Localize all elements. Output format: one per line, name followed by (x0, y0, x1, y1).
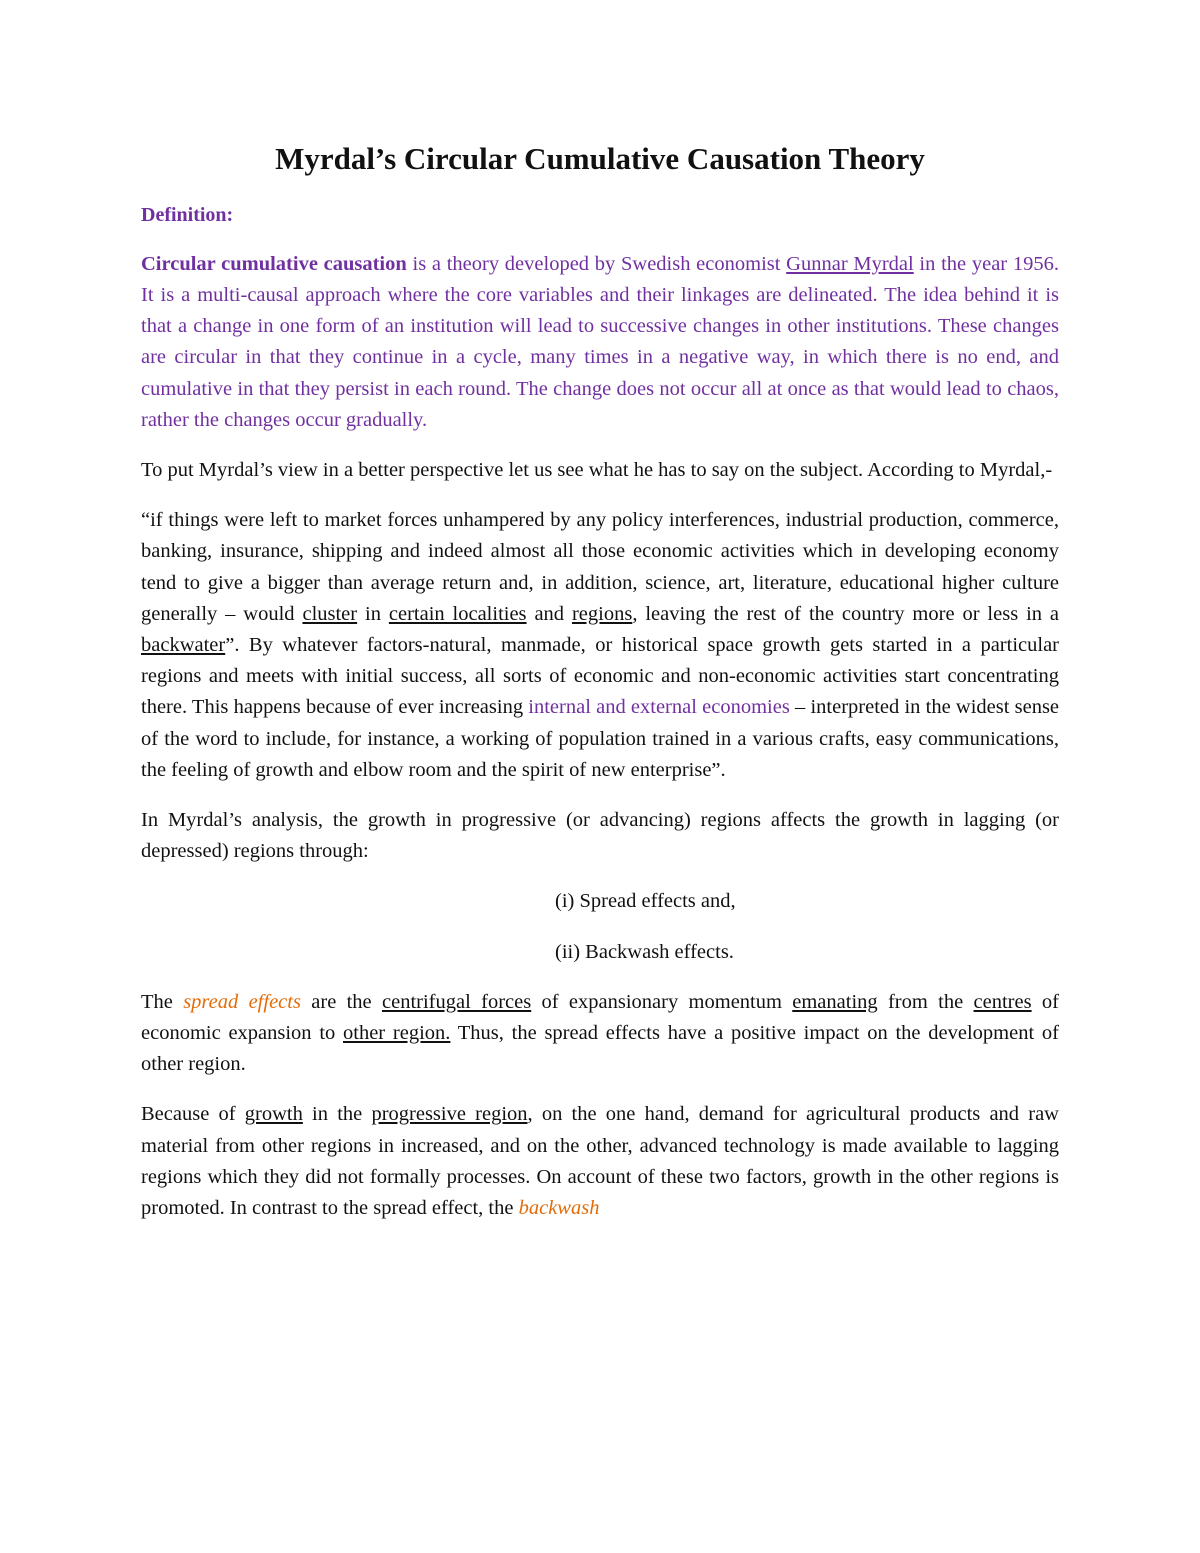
definition-heading: Definition: (141, 203, 234, 226)
perspective-paragraph: To put Myrdal’s view in a better perspective let us see what he has to say on the subject. According to Myrdal,- (141, 458, 1053, 481)
term-spread-effects: spread effects (183, 990, 301, 1013)
gunnar-myrdal-link[interactable]: Gunnar Myrdal (786, 252, 914, 275)
text-span: in the year 1956. It is a multi-causal approach where the core variables and their linkages are delineated. The idea behind it is that a change in one form of an institution will lead to successive changes in other institutions. These changes are circular in that they continue in a cycle, many times in a negative way, in which there is no end, and cumulative in that they persist in each round. The change does not occur all at once as that would lead to chaos, rather the changes occur gradually. (141, 252, 1059, 431)
text-span: “if things were left to market forces unhampered by any policy interferences, industrial production, commerce, banking, insurance, shipping and indeed almost all those economic activities which in developing economy tend to give a bigger than average return and, in addition, science, art, literature, educational higher culture generally – would (141, 509, 1059, 625)
term-circular-cumulative-causation: Circular cumulative causation (141, 252, 407, 275)
text-span: , on the one hand, demand for agricultural products and raw material from other regions in increased, and on the other, advanced technology is made available to lagging regions which they did not formally processes. On account of these two factors, growth in the other regions is promoted. In contrast to the spread effect, the (141, 1103, 1059, 1220)
text-span: of expansionary momentum (531, 990, 793, 1013)
underline-regions: regions (571, 602, 633, 625)
spread-effects-paragraph (141, 987, 1059, 1081)
underline-progressive-region: progressive region (371, 1103, 528, 1126)
quote-paragraph (141, 505, 1059, 786)
underline-centres: centres (973, 990, 1032, 1013)
text-span: The (141, 990, 184, 1013)
text-span: ”. By whatever factors-natural, manmade, or historical space growth gets started in a particular regions and meets with initial success, all sorts of economic and non-economic activities start concentrating there. This happens because of ever increasing (141, 633, 1059, 719)
underline-backwater: backwater (141, 633, 226, 656)
text-span: are the (300, 990, 382, 1013)
list-item-spread-effects: (i) Spread effects and, (555, 890, 736, 913)
underline-cluster: cluster (302, 602, 358, 625)
text-span: and (526, 602, 572, 625)
underline-certain-localities: certain localities (388, 602, 527, 625)
text-span: – interpreted in the widest sense of the word to include, for instance, a working of population trained in a various crafts, easy communications, the feeling of growth and elbow room and the spirit of new enterprise”. (141, 696, 1060, 781)
underline-centrifugal-forces: centrifugal forces (382, 990, 532, 1013)
term-backwash: backwash (518, 1197, 600, 1220)
text-span: Thus, the spread effects have a positive impact on the development of other region. (141, 1022, 1059, 1076)
list-item-backwash-effects: (ii) Backwash effects. (555, 940, 734, 963)
text-span: from the (877, 990, 974, 1013)
underline-growth: growth (244, 1103, 303, 1126)
analysis-paragraph: In Myrdal’s analysis, the growth in progressive (or advancing) regions affects the growth in lagging (or depressed) regions through: (141, 809, 1059, 863)
text-span: Because of (141, 1103, 245, 1126)
underline-other-region: other region. (343, 1022, 451, 1045)
text-span: of economic expansion to (141, 990, 1059, 1045)
highlight-economies: internal and external economies (528, 696, 790, 719)
growth-paragraph (141, 1099, 1059, 1224)
text-span: is a theory developed by Swedish economist (406, 252, 787, 275)
definition-paragraph (141, 249, 1059, 436)
page-title: Myrdal’s Circular Cumulative Causation Theory (275, 141, 925, 176)
text-span: , leaving the rest of the country more or less in a (632, 602, 1060, 625)
text-span: in (357, 602, 389, 625)
text-span: in the (302, 1103, 372, 1126)
underline-emanating: emanating (792, 990, 878, 1013)
